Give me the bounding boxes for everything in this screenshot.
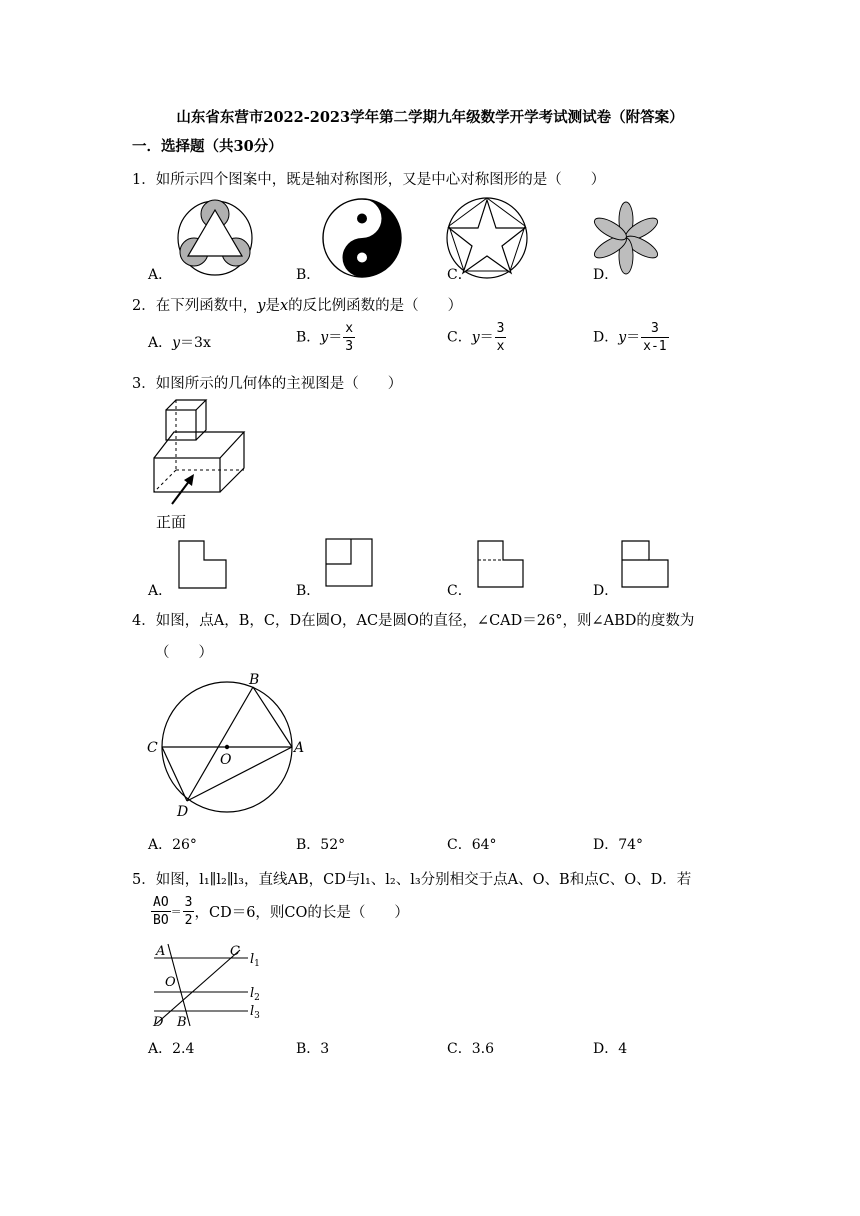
question-text: 如所示四个图案中，既是轴对称图形，又是中心对称图形的是（ ） xyxy=(155,172,606,188)
page-title: 山东省东营市2022-2023学年第二学期九年级数学开学考试测试卷（附答案） xyxy=(176,109,684,126)
question-2: 2．在下列函数中，y是x的反比例函数的是（ ） xyxy=(132,298,463,314)
option-d[interactable]: D． xyxy=(593,267,619,283)
option-a[interactable]: A．y＝3x xyxy=(148,335,211,351)
option-c[interactable]: C． xyxy=(447,267,472,283)
fraction: $\frac{3}{x}$ xyxy=(496,321,505,354)
line-label-l3: $l_3$ xyxy=(250,1004,260,1021)
question-text: 如图，l₁∥l₂∥l₃，直线AB，CD与l₁、l₂、l₃分别相交于点A、O、B和点C、O、D．若 xyxy=(155,872,692,888)
option-c[interactable]: C．y＝ $\frac{3}{x}$ xyxy=(447,321,505,354)
option-d[interactable]: D．y＝ $\frac{3}{x-1}$ xyxy=(593,321,667,354)
option-b[interactable]: B．3 xyxy=(296,1041,330,1057)
view-option-b-figure xyxy=(325,538,375,588)
point-label-a: A xyxy=(294,740,305,756)
line-label-l2: $l_2$ xyxy=(250,986,260,1003)
point-label-o: O xyxy=(220,752,232,768)
question-5-line2: $\frac{AO}{BO}$ ＝ $\frac{3}{2}$ ，CD＝6，则CO的长是（ ） xyxy=(153,895,409,928)
point-label-d: D xyxy=(153,1015,164,1030)
option-d[interactable]: D． xyxy=(593,583,619,599)
question-5 xyxy=(132,868,691,889)
fraction: $\frac{3}{x-1}$ xyxy=(643,321,667,354)
figure-label: 正面 xyxy=(156,513,187,531)
value-fraction: $\frac{3}{2}$ xyxy=(184,895,193,928)
option-a[interactable]: A．2.4 xyxy=(148,1041,195,1057)
triangle-in-circle-icon xyxy=(175,198,255,278)
option-d[interactable]: D．74° xyxy=(593,837,644,853)
question-number: 2． xyxy=(132,298,156,314)
view-option-c-figure xyxy=(477,540,527,590)
question-3 xyxy=(132,372,402,393)
view-option-a-figure xyxy=(178,540,228,590)
point-label-b: B xyxy=(249,672,260,688)
question-text: 如图，点A，B，C，D在圆O，AC是圆O的直径，∠CAD＝26°，则∠ABD的度数为 xyxy=(155,613,695,629)
option-c[interactable]: C． xyxy=(447,583,472,599)
option-c[interactable]: C．64° xyxy=(447,837,497,853)
point-label-a: A xyxy=(156,944,166,959)
question-1 xyxy=(132,168,605,189)
option-b[interactable]: B．52° xyxy=(296,837,346,853)
ratio-fraction: $\frac{AO}{BO}$ xyxy=(153,895,169,928)
point-label-b: B xyxy=(177,1015,187,1030)
option-d[interactable]: D．4 xyxy=(593,1041,628,1057)
question-number: 5． xyxy=(132,872,156,888)
view-option-d-figure xyxy=(621,540,671,590)
question-number: 1． xyxy=(132,172,156,188)
arrow-icon xyxy=(168,472,198,506)
option-a[interactable]: A． xyxy=(148,267,173,283)
circle-geometry-figure xyxy=(143,670,313,820)
question-4 xyxy=(132,609,694,630)
fraction: $\frac{x}{3}$ xyxy=(345,321,354,354)
question-number: 3． xyxy=(132,376,156,392)
solid-figure xyxy=(150,398,250,498)
question-text: 如图所示的几何体的主视图是（ ） xyxy=(155,376,403,392)
option-b[interactable]: B． xyxy=(296,267,321,283)
point-label-c: C xyxy=(147,740,158,756)
line-label-l1: $l_1$ xyxy=(250,952,260,969)
option-a[interactable]: A． xyxy=(148,583,173,599)
option-a[interactable]: A．26° xyxy=(148,837,197,853)
option-c[interactable]: C．3.6 xyxy=(447,1041,494,1057)
question-4-paren: （ ） xyxy=(155,645,213,661)
point-label-o: O xyxy=(165,975,176,990)
parallel-lines-figure xyxy=(150,940,270,1030)
yin-yang-icon xyxy=(321,197,403,279)
option-b[interactable]: B．y＝ $\frac{x}{3}$ xyxy=(296,321,354,354)
option-b[interactable]: B． xyxy=(296,583,321,599)
point-label-d: D xyxy=(177,804,189,820)
point-label-c: C xyxy=(230,944,240,959)
question-number: 4． xyxy=(132,613,156,629)
section-heading: 一．选择题（共30分） xyxy=(132,138,283,155)
